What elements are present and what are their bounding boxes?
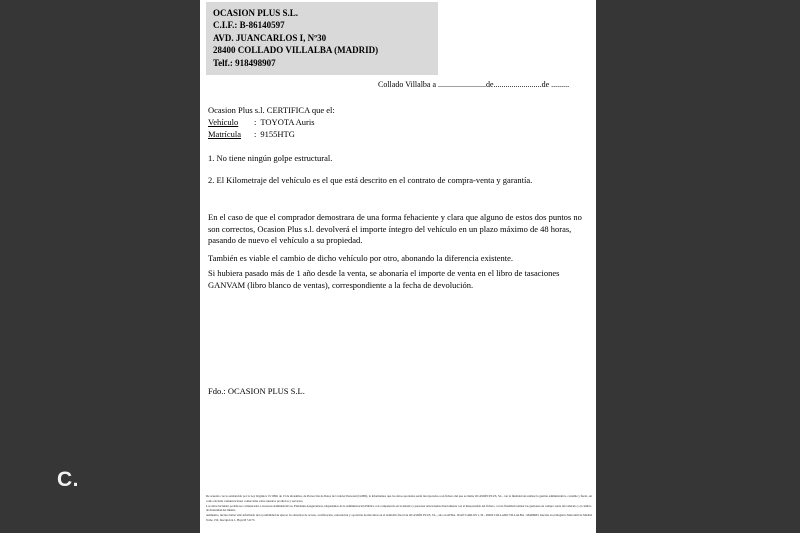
guarantee-paragraph: En el caso de que el comprador demostrara de una forma fehaciente y clara que alguno de estos dos puntos no son correctos, Ocasion Plus s.l. devolverá el importe íntegro del vehículo en un plazo máximo de 48 horas, pasando de nuevo el vehículo a su propiedad. [208,212,582,245]
legal-footer-clause-3: Asimismo, declaro haber sido informado de la posibilidad de ejercer los derechos de acceso, rectificación, cancelación y oposición de mis datos en el domicilio fiscal de OCASIÓN PLUS, S.L., sito en AVDA. JUAN CARLOS I, 30 - 28400 COLLADO VILLALBA - MADRID. Inscrita en el Registro Mercantil de Madrid Tomo 150, Inscripción 1, Hoja M 51173. [206,513,592,522]
legal-footer-clause-2: Los datos incluidos podrán ser comunicados a Gestores Administrativos, Entidades Aseguradoras, Organismos de la Administración Pública con competencia en la materia y personas relacionadas directamente con el Responsable del fichero, con la finalidad realizar las gestiones de compra venta del vehículo y el cambio de titularidad del mismo. [206,503,592,513]
condition-point-2: 2. El Kilometraje del vehículo es el que está descrito en el contrato de compra-venta y garantía. [208,175,533,185]
vehicle-label: Vehículo [208,117,239,127]
vehicle-row [208,117,315,127]
exchange-paragraph: También es viable el cambio de dicho vehículo por otro, abonando la diferencia existente. [208,253,514,263]
company-address: AVD. JUANCARLOS I, Nº30 [213,32,327,43]
vehicle-value: TOYOTA Auris [260,117,315,127]
valuation-paragraph: Si hubiera pasado más de 1 año desde la venta, se abonaría el importe de venta en el libro de tasaciones GANVAM (libro blanco de ventas), correspondiente a la fecha de devolución. [208,268,560,290]
legal-footer [206,494,594,523]
plate-value: 9155HTG [260,129,295,139]
vehicle-separator: : [254,117,257,127]
plate-label: Matrícula [208,129,242,139]
condition-point-1: 1. No tiene ningún golpe estructural. [208,153,333,163]
company-phone: Telf.: 918498907 [213,57,276,68]
certificate-document-page [200,0,596,533]
figure-label-c: C. [57,468,79,491]
plate-separator: : [254,129,257,139]
company-city: 28400 COLLADO VILLALBA (MADRID) [213,45,379,56]
certify-statement: Ocasion Plus s.l. CERTIFICA que el: [208,105,335,115]
company-cif: C.I.F.: B-86140597 [213,20,285,31]
plate-row [208,129,295,139]
company-name: OCASION PLUS S.L. [213,8,299,18]
company-header-box [206,2,438,75]
date-place-line: Collado Villalba a ........................de........................de ......... [378,80,570,89]
legal-footer-clause-1: De acuerdo con lo establecido por la Ley Orgánica 15/1999, de 13 de diciembre, de Protección de Datos de Carácter Personal (LOPD), le informamos que los datos aportados serán incorporados a un fichero del que es titular OCASIÓN PLUS, S.L. con la finalidad de realizar la gestión administrativa, contable y fiscal, así como enviarle comunicaciones comerciales sobre nuestros productos y servicios. [206,494,592,503]
signature-line: Fdo.: OCASION PLUS S.L. [208,386,305,396]
